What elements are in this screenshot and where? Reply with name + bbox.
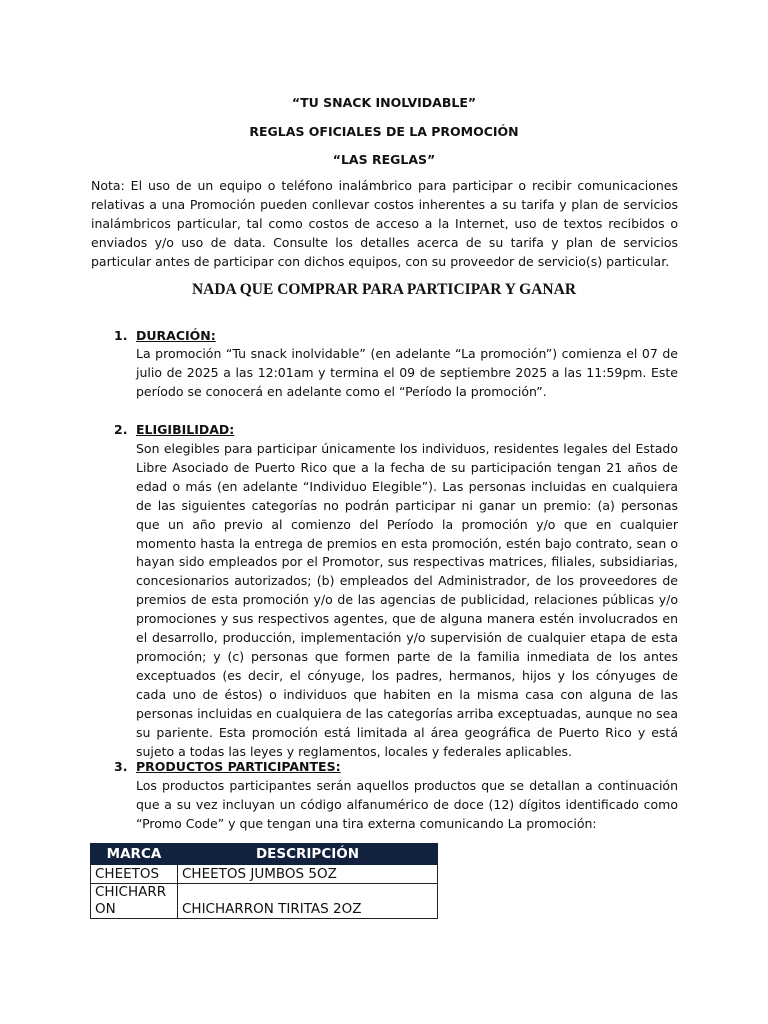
banner-heading: NADA QUE COMPRAR PARA PARTICIPAR Y GANAR [191, 281, 577, 298]
table-header-descripcion: DESCRIPCIÓN [178, 844, 438, 865]
table-row [91, 865, 438, 884]
section-body-eligibilidad: Son elegibles para participar únicamente los individuos, residentes legales del Estado Libre Asociado de Puerto Rico que a la fecha de su participación tengan 21 años de edad o más (en adelante “Individuo Elegible”). Las personas incluidas en cualquiera de las siguientes categorías no podrán participar ni ganar un premio: (a) personas que un año previo al comienzo del Período la promoción y/o que en cualquier momento hasta la entrega de premios en esta promoción, estén bajo contrato, sean o hayan sido empleados por el Promotor, sus respectivas matrices, filiales, subsidiarias, concesionarios autorizados; (b) empleados del Administrador, de los proveedores de premios de esta promoción y/o de las agencias de publicidad, relaciones públicas y/o promociones y sus respectivos agentes, que de alguna manera estén involucrados en el desarrollo, producción, implementación y/o supervisión de cualquier etapa de esta promoción; y (c) personas que formen parte de la familia inmediata de los antes exceptuados (es decir, el cónyuge, los padres, hermanos, hijos y los cónyuges de cada uno de éstos) o individuos que habiten en la misma casa con alguna de las personas incluidas en cualquiera de las categorías arriba exceptuadas, aunque no sea su pariente. Esta promoción está limitada al área geográfica de Puerto Rico y está sujeto a todas las leyes y reglamentos, locales y federales aplicables. [136, 441, 678, 759]
section-heading-productos: PRODUCTOS PARTICIPANTES: [136, 759, 341, 774]
table-cell-marca: CHICHARR ON [91, 884, 178, 919]
section-number: 1. [114, 328, 128, 343]
table-header-marca: MARCA [91, 844, 178, 865]
table-cell-descripcion: CHICHARRON TIRITAS 2OZ [178, 884, 438, 919]
nota-paragraph: Nota: El uso de un equipo o teléfono inalámbrico para participar o recibir comunicaciones relativas a una Promoción pueden conllevar costos inherentes a su tarifa y plan de servicios inalámbricos particular, tal como costos de acceso a la Internet, uso de textos recibidos o enviados y/o uso de data. Consulte los detalles acerca de su tarifa y plan de servicios particular antes de participar con dichos equipos, con su proveedor de servicio(s) particular. [91, 178, 678, 269]
section-body-productos: Los productos participantes serán aquellos productos que se detallan a continuación que a su vez incluyan un código alfanumérico de doce (12) dígitos identificado como “Promo Code” y que tengan una tira externa comunicando La promoción: [136, 778, 678, 831]
products-table [90, 843, 438, 919]
section-heading-duracion: DURACIÓN: [136, 328, 216, 343]
section-number: 2. [114, 422, 128, 437]
section-heading-eligibilidad: ELIGIBILIDAD: [136, 422, 235, 437]
table-row [91, 884, 438, 919]
table-header-row [91, 844, 438, 865]
section-number: 3. [114, 759, 128, 774]
document-title: “TU SNACK INOLVIDABLE” [291, 95, 477, 110]
table-cell-marca: CHEETOS [91, 865, 178, 884]
document-short-name: “LAS REGLAS” [332, 152, 436, 167]
document-subtitle: REGLAS OFICIALES DE LA PROMOCIÓN [249, 124, 519, 139]
table-cell-descripcion: CHEETOS JUMBOS 5OZ [178, 865, 438, 884]
section-body-duracion: La promoción “Tu snack inolvidable” (en adelante “La promoción”) comienza el 07 de julio de 2025 a las 12:01am y termina el 09 de septiembre 2025 a las 11:59pm. Este período se conocerá en adelante como el “Período la promoción”. [136, 346, 678, 399]
